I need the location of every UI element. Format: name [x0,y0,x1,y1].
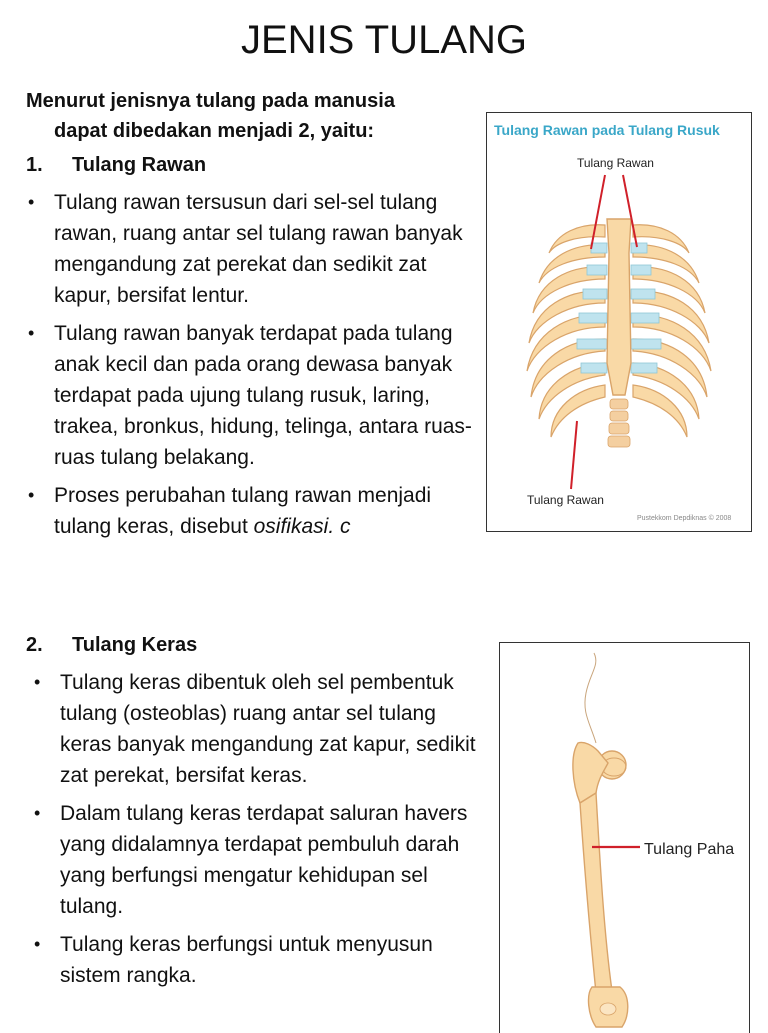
intro-text [26,86,476,146]
section-2-number: 2. [26,634,43,656]
list-item: • Tulang keras berfungsi untuk menyusun sistem rangka. [32,929,482,991]
list-item: • Tulang keras dibentuk oleh sel pembentuk tulang (osteoblas) ruang antar sel tulang keras banyak mengandung zat kapur, sedikit zat perekat, bersifat keras. [32,667,482,791]
section-2-title: Tulang Keras [72,634,198,656]
figure-1-label-top: Tulang Rawan [577,156,654,170]
section-1-bullets [26,187,476,549]
section-1-heading [26,150,206,180]
bullet-icon: • [34,803,41,823]
femur-figure [499,642,750,1033]
bullet-icon: • [28,485,35,505]
page-title: JENIS TULANG [241,18,527,62]
section-2-heading [26,630,197,660]
figure-1-caption: Tulang Rawan pada Tulang Rusuk [494,122,720,138]
femur-illustration [500,643,749,1033]
figure-1-credit: Pustekkom Depdiknas © 2008 [637,515,732,522]
rib-cage-figure [486,112,752,532]
osifikasi-term: osifikasi. c [253,515,351,538]
section-1-title: Tulang Rawan [72,154,207,176]
list-item: • Proses perubahan tulang rawan menjadi tulang keras, disebut osifikasi. c [26,480,476,542]
list-item: • Tulang rawan tersusun dari sel-sel tulang rawan, ruang antar sel tulang rawan banyak mengandung zat perekat dan sedikit zat kapur, bersifat lentur. [26,187,476,311]
section-2-bullets [32,667,482,998]
intro-line-2: dapat dibedakan menjadi 2, yaitu: [54,120,375,142]
bullet-icon: • [34,934,41,954]
figure-1-label-bottom: Tulang Rawan [527,493,604,507]
bullet-icon: • [28,192,35,212]
bullet-icon: • [28,323,35,343]
intro-line-1: Menurut jenisnya tulang pada manusia [26,90,395,112]
figure-2-label: Tulang Paha [644,841,735,858]
bullet-icon: • [34,672,41,692]
section-1-number: 1. [26,154,43,176]
rib-cage-illustration [487,113,751,531]
list-item: • Tulang rawan banyak terdapat pada tulang anak kecil dan pada orang dewasa banyak terdapat pada ujung tulang rusuk, laring, trakea, bronkus, hidung, telinga, antara ruas-ruas tulang belakang. [26,318,476,473]
list-item: • Dalam tulang keras terdapat saluran havers yang didalamnya terdapat pembuluh darah yang berfungsi mengatur kehidupan sel tulang. [32,798,482,922]
